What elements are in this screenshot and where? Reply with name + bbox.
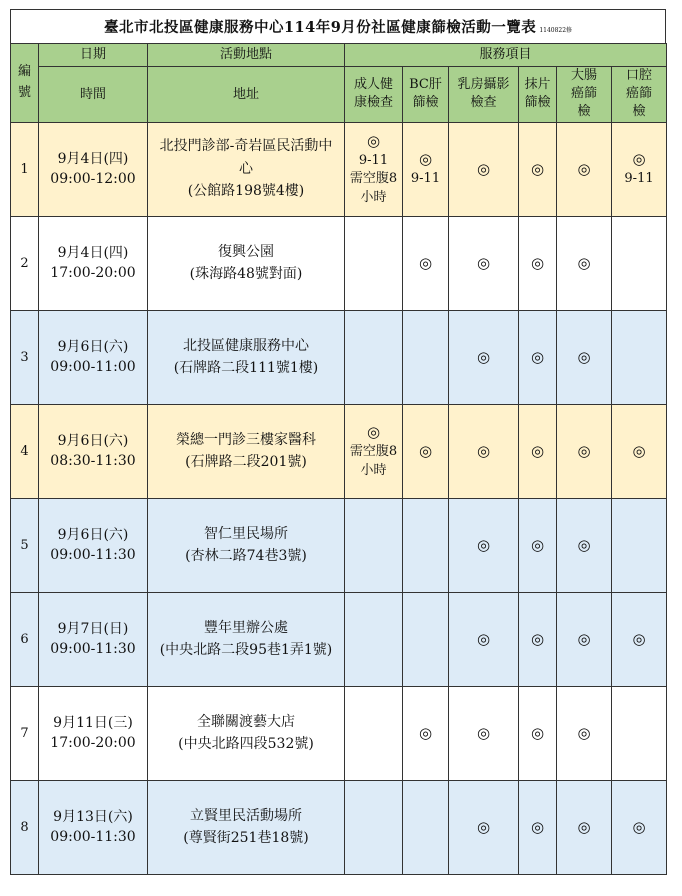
header-service-hepatitis: BC肝篩檢 [403,67,449,123]
service-cell-mammography [449,592,519,686]
event-time: 09:00-11:30 [50,829,136,846]
event-date: 9月7日(日) [57,620,129,637]
location-cell [148,686,345,780]
row-number: 3 [11,310,39,404]
available-mark: ◎ [530,159,545,178]
available-mark: ◎ [366,132,381,151]
location-name: 北投區健康服務中心 [183,337,309,354]
location-address: (公館路198號4樓) [187,183,305,200]
event-date: 9月6日(六) [57,432,129,449]
available-mark: ◎ [476,441,491,460]
service-cell-pap-smear [519,780,557,874]
table-row [11,498,667,592]
location-cell [148,780,345,874]
event-time: 08:30-11:30 [50,453,136,470]
service-cell-colorectal [557,592,612,686]
service-cell-mammography [449,122,519,216]
table-body [11,122,667,874]
event-date: 9月6日(六) [57,338,129,355]
service-note: 小時 [360,462,387,478]
event-date: 9月4日(四) [57,150,129,167]
date-time-cell [39,216,148,310]
available-mark: ◎ [530,723,545,742]
header-location: 活動地點 [148,44,345,67]
table-row [11,310,667,404]
service-cell-hepatitis [403,498,449,592]
location-address: (中央北路四段532號) [178,736,314,753]
document-title [10,9,666,43]
header-number: 編號 [11,44,39,123]
table-row [11,686,667,780]
service-cell-hepatitis [403,310,449,404]
available-mark: ◎ [418,723,433,742]
available-mark: ◎ [577,535,591,554]
header-time: 時間 [39,67,148,123]
available-mark: ◎ [530,441,545,460]
location-address: (杏林二路74巷3號) [185,548,307,565]
table-row [11,780,667,874]
location-name: 復興公園 [218,243,274,260]
service-cell-pap-smear [519,122,557,216]
location-name: 全聯關渡藝大店 [197,713,295,730]
available-mark: ◎ [577,723,591,742]
service-cell-adult-checkup [345,498,403,592]
service-cell-oral-cancer [612,404,667,498]
service-cell-adult-checkup [345,686,403,780]
location-address: (尊賢街251巷18號) [183,830,309,847]
service-cell-adult-checkup [345,310,403,404]
location-name: 北投門診部-奇岩區民活動中心 [159,138,333,177]
service-cell-colorectal [557,686,612,780]
header-service-oral-cancer: 口腔癌篩檢 [612,67,667,123]
available-mark: ◎ [530,817,545,836]
date-time-cell [39,404,148,498]
revision-note: 1140822修 [539,27,573,34]
service-cell-hepatitis [403,592,449,686]
available-mark: ◎ [530,535,545,554]
service-cell-oral-cancer [612,310,667,404]
available-mark: ◎ [577,441,591,460]
service-cell-hepatitis [403,216,449,310]
service-cell-mammography [449,216,519,310]
location-address: (中央北路二段95巷1弄1號) [159,642,333,659]
location-address: (石牌路二段111號1樓) [173,360,319,377]
header-service-pap-smear: 抹片篩檢 [519,67,557,123]
table-row [11,216,667,310]
schedule-document [10,9,666,875]
service-cell-oral-cancer [612,780,667,874]
location-name: 豐年里辦公處 [204,619,288,636]
date-time-cell [39,310,148,404]
location-name: 立賢里民活動場所 [190,807,302,824]
service-cell-colorectal [557,310,612,404]
location-cell [148,122,345,216]
row-number: 1 [11,122,39,216]
service-cell-mammography [449,498,519,592]
location-address: (石牌路二段201號) [185,454,307,471]
available-mark: ◎ [476,347,491,366]
row-number: 7 [11,686,39,780]
service-cell-pap-smear [519,404,557,498]
header-services-group: 服務項目 [345,44,667,67]
table-row [11,592,667,686]
available-mark: ◎ [366,423,381,442]
service-cell-colorectal [557,498,612,592]
available-mark: ◎ [530,347,545,366]
service-cell-mammography [449,686,519,780]
title-text: 臺北市北投區健康服務中心114年9月份社區健康篩檢活動一覽表 [103,19,537,36]
date-time-cell [39,122,148,216]
event-time: 17:00-20:00 [50,265,136,282]
location-cell [148,404,345,498]
header-service-colorectal: 大腸癌篩檢 [557,67,612,123]
available-mark: ◎ [476,535,491,554]
available-mark: ◎ [577,347,591,366]
available-mark: ◎ [632,150,646,169]
service-note: 9-11 [410,171,441,187]
service-cell-mammography [449,310,519,404]
service-cell-hepatitis [403,122,449,216]
available-mark: ◎ [577,253,591,272]
row-number: 5 [11,498,39,592]
available-mark: ◎ [632,817,646,836]
row-number: 8 [11,780,39,874]
service-cell-pap-smear [519,216,557,310]
location-name: 智仁里民場所 [204,525,288,542]
event-time: 09:00-11:30 [50,547,136,564]
available-mark: ◎ [530,253,545,272]
header-date: 日期 [39,44,148,67]
service-note: 小時 [360,189,387,205]
table-header [11,44,667,123]
date-time-cell [39,780,148,874]
header-service-mammography: 乳房攝影檢查 [449,67,519,123]
event-date: 9月4日(四) [57,244,129,261]
service-cell-pap-smear [519,686,557,780]
event-time: 17:00-20:00 [50,735,136,752]
event-date: 9月13日(六) [53,808,133,825]
service-cell-mammography [449,404,519,498]
location-cell [148,216,345,310]
screening-schedule-table [10,43,667,875]
row-number: 4 [11,404,39,498]
service-cell-oral-cancer [612,498,667,592]
location-cell [148,310,345,404]
available-mark: ◎ [476,817,491,836]
service-cell-colorectal [557,404,612,498]
date-time-cell [39,592,148,686]
service-cell-hepatitis [403,686,449,780]
service-cell-adult-checkup [345,592,403,686]
available-mark: ◎ [476,159,491,178]
service-cell-colorectal [557,780,612,874]
available-mark: ◎ [418,441,433,460]
available-mark: ◎ [418,150,433,169]
service-cell-oral-cancer [612,686,667,780]
available-mark: ◎ [577,817,591,836]
available-mark: ◎ [476,723,491,742]
available-mark: ◎ [476,253,491,272]
available-mark: ◎ [577,159,591,178]
service-cell-oral-cancer [612,216,667,310]
date-time-cell [39,498,148,592]
service-note: 需空腹8 [349,444,398,460]
available-mark: ◎ [530,629,545,648]
service-cell-mammography [449,780,519,874]
service-cell-pap-smear [519,310,557,404]
service-cell-adult-checkup [345,122,403,216]
service-cell-adult-checkup [345,404,403,498]
service-cell-hepatitis [403,404,449,498]
event-time: 09:00-12:00 [50,171,136,188]
table-row [11,122,667,216]
header-address: 地址 [148,67,345,123]
table-row [11,404,667,498]
service-cell-colorectal [557,216,612,310]
row-number: 2 [11,216,39,310]
row-number: 6 [11,592,39,686]
date-time-cell [39,686,148,780]
available-mark: ◎ [632,629,646,648]
available-mark: ◎ [577,629,591,648]
service-cell-adult-checkup [345,780,403,874]
available-mark: ◎ [476,629,491,648]
available-mark: ◎ [632,441,646,460]
location-name: 榮總一門診三樓家醫科 [176,431,316,448]
location-cell [148,498,345,592]
service-cell-oral-cancer [612,122,667,216]
service-note: 9-11 [624,171,654,187]
service-note: 9-11 [358,153,389,169]
service-cell-pap-smear [519,498,557,592]
service-cell-pap-smear [519,592,557,686]
location-address: (珠海路48號對面) [189,266,303,283]
service-cell-colorectal [557,122,612,216]
location-cell [148,592,345,686]
available-mark: ◎ [418,253,433,272]
service-note: 需空腹8 [349,171,398,187]
service-cell-hepatitis [403,780,449,874]
event-date: 9月11日(三) [53,714,133,731]
service-cell-adult-checkup [345,216,403,310]
service-cell-oral-cancer [612,592,667,686]
event-time: 09:00-11:30 [50,641,136,658]
event-date: 9月6日(六) [57,526,129,543]
event-time: 09:00-11:00 [50,359,136,376]
header-service-adult-checkup: 成人健康檢查 [345,67,403,123]
